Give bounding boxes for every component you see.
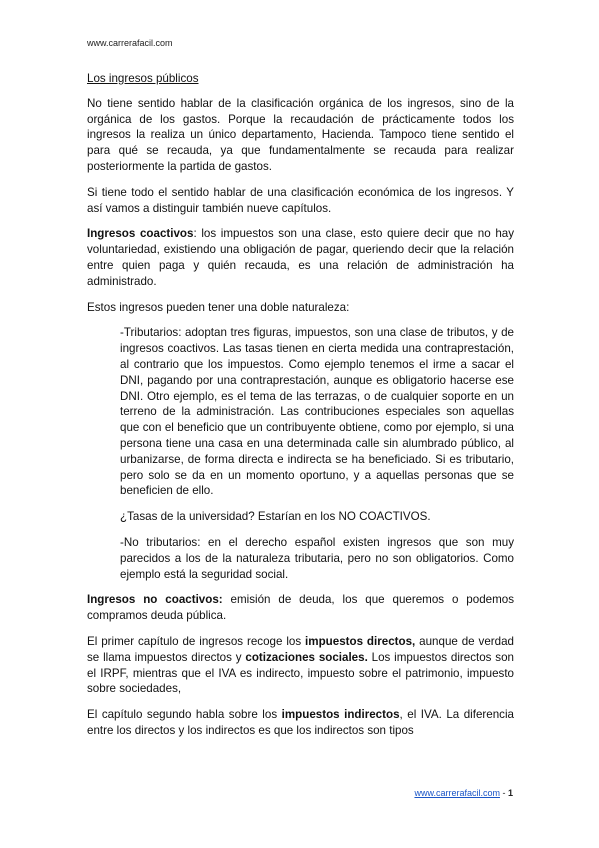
paragraph-capitulo-segundo [87, 707, 514, 739]
term-cotizaciones-sociales: cotizaciones sociales. [245, 650, 368, 664]
paragraph-1: No tiene sentido hablar de la clasificación orgánica de los ingresos, sino de la orgánica de los gastos. Porque la recaudación de prácticamente todos los ingresos la realiza un único departamento, Hacienda. Tampoco tiene sentido el para qué se recauda, ya que fundamentalmente se recauda para realizar posteriormente la partida de gastos. [87, 96, 514, 173]
section-title: Los ingresos públicos [87, 72, 199, 85]
term-impuestos-directos: impuestos directos, [305, 634, 416, 648]
indented-no-tributarios: -No tributarios: en el derecho español existen ingresos que son muy parecidos a los de la naturaleza tributaria, pero no son obligatorios. Como ejemplo está la seguridad social. [120, 535, 514, 581]
term-ingresos-no-coactivos: Ingresos no coactivos: [87, 593, 223, 607]
paragraph-primer-capitulo [87, 634, 514, 697]
indented-tasas-universidad: ¿Tasas de la universidad? Estarían en los NO COACTIVOS. [120, 510, 431, 524]
document-body [87, 71, 514, 749]
header-url: www.carrerafacil.com [87, 38, 173, 48]
paragraph-4: Estos ingresos pueden tener una doble naturaleza: [87, 300, 350, 314]
indented-tributarios: -Tributarios: adoptan tres figuras, impuestos, son una clase de tributos, y de ingresos coactivos. Las tasas tienen en cierta medida una contraprestación, al contrario que los impuestos. Como ejemplo tenemos el irme a sacar el DNI, pagando por una contraprestación, aunque es obligatorio hacerse ese DNI. Otro ejemplo, es el tema de las terrazas, o de cualquier soporte en un terreno de la administración. Las contribuciones especiales son aquellas que con el beneficio que un contribuyente obtiene, como por ejemplo, si una persona tiene una casa en una determinada calle sin alumbrado público, al urbanizarse, de forma directa e indirecta se ha beneficiado. Si es tributario, pero solo se da en un momento oportuno, y a aquellas personas que se beneficien de ello. [120, 326, 514, 498]
paragraph-6-text-a: El primer capítulo de ingresos recoge los [87, 634, 306, 648]
paragraph-ingresos-no-coactivos [87, 592, 514, 624]
footer-separator: - [499, 788, 508, 798]
paragraph-ingresos-coactivos [87, 226, 514, 289]
paragraph-2: Si tiene todo el sentido hablar de una clasificación económica de los ingresos. Y así vamos a distinguir también nueve capítulos. [87, 185, 514, 215]
paragraph-7-text-a: El capítulo segundo habla sobre los [87, 708, 282, 722]
footer [414, 788, 513, 798]
term-impuestos-indirectos: impuestos indirectos [281, 708, 400, 722]
paragraph-7-text-b: , el IVA. La diferencia entre los directos y los indirectos es que los indirectos son tipos [87, 708, 514, 737]
footer-link[interactable]: www.carrerafacil.com [414, 788, 500, 798]
paragraph-3-text: : los impuestos son una clase, esto quiere decir que no hay voluntariedad, existiendo una obligación de pagar, queriendo decir que la relación entre quien paga y quién recauda, es una relación de administración ha administrado. [87, 227, 515, 288]
page-number: 1 [507, 788, 513, 798]
paragraph-6-text-c: Los impuestos directos son el IRPF, mientras que el IVA es indirecto, impuesto sobre el patrimonio, impuesto sobre sociedades, [87, 650, 514, 696]
paragraph-6-text-b: aunque de verdad se llama impuestos directos y [87, 634, 514, 664]
term-ingresos-coactivos: Ingresos coactivos [87, 227, 194, 241]
paragraph-5-text: emisión de deuda, los que queremos o podemos compramos deuda pública. [87, 593, 515, 623]
